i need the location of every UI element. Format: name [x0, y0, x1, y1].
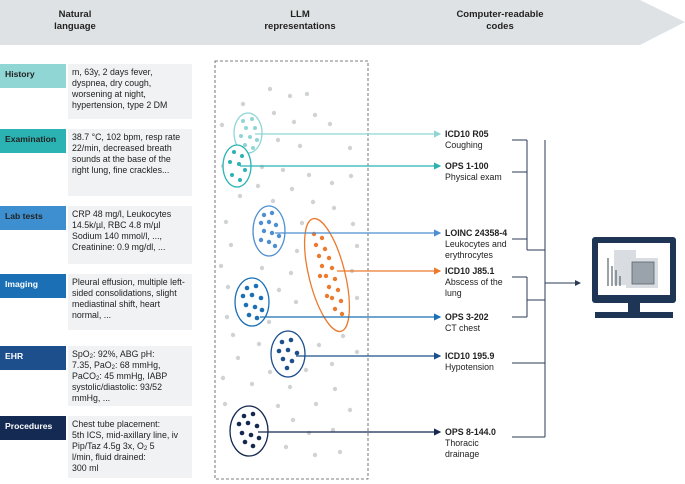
background-dots [219, 87, 359, 457]
category-ehr: EHR [0, 346, 66, 370]
code-icd10-r05: ICD10 R05 Coughing [445, 129, 489, 150]
card-ehr: SpO$_2$: 92%, ABG pH: 7.35, PaO$_2$: 68 mmHg, PaCO$_2$: 45 mmHg, IABP systolic/diastolic: 93/52 mmHg, ... [68, 346, 192, 406]
code-icd10-j85-1: ICD10 J85.1 Abscess of the lung [445, 266, 503, 298]
code-loinc-24358-4: LOINC 24358-4 Leukocytes and erythrocytes [445, 228, 508, 260]
cluster-examination [223, 145, 251, 187]
code-ops-8-144-0: OPS 8-144.0 Thoracic drainage [445, 427, 496, 459]
computer-monitor-icon [592, 237, 676, 318]
header-llm-representations: LLM representations [264, 9, 336, 32]
header-computer-readable-codes: Computer-readable codes [456, 9, 544, 32]
card-examination: 38.7 °C, 102 bpm, resp rate 22/min, decreased breath sounds at the base of the right lung, fine crackles... [68, 129, 192, 196]
category-procedures: Procedures [0, 416, 66, 440]
card-lab-tests: CRP 48 mg/l, Leukocytes 14.5k/µl, RBC 4.8 m/µl Sodium 140 mmol/l, ..., Creatinine: 0.9 mg/dl, ... [68, 206, 192, 264]
cluster-imaging [235, 278, 269, 326]
cluster-lab-tests [253, 206, 285, 256]
cluster-ehr [271, 331, 305, 377]
card-procedures: Chest tube placement: 5th ICS, mid-axillary line, iv Pip/Taz 4.5g 3x, $O_2$ 5 l/min, fluid drained: 300 ml [68, 416, 192, 478]
cluster-abscess [296, 214, 359, 335]
cluster-procedures [230, 406, 268, 456]
category-history: History [0, 64, 66, 88]
card-history: m, 63y, 2 days fever, dyspnea, dry cough, worsening at night, hypertension, type 2 DM [68, 64, 192, 119]
code-icd10-195-9: ICD10 195.9 Hypotension [445, 351, 495, 372]
code-ops-3-202: OPS 3-202 CT chest [445, 312, 489, 333]
codes-bracket [512, 140, 580, 437]
header-natural-language: Natural language [54, 9, 96, 32]
category-imaging: Imaging [0, 274, 66, 298]
category-lab-tests: Lab tests [0, 206, 66, 230]
category-examination: Examination [0, 129, 66, 153]
cluster-history [234, 113, 262, 153]
code-ops-1-100: OPS 1-100 Physical exam [445, 161, 502, 182]
embedding-space-frame [215, 61, 368, 479]
card-imaging: Pleural effusion, multiple left-sided consolidations, slight mediastinal shift, heart normal, ... [68, 274, 192, 330]
